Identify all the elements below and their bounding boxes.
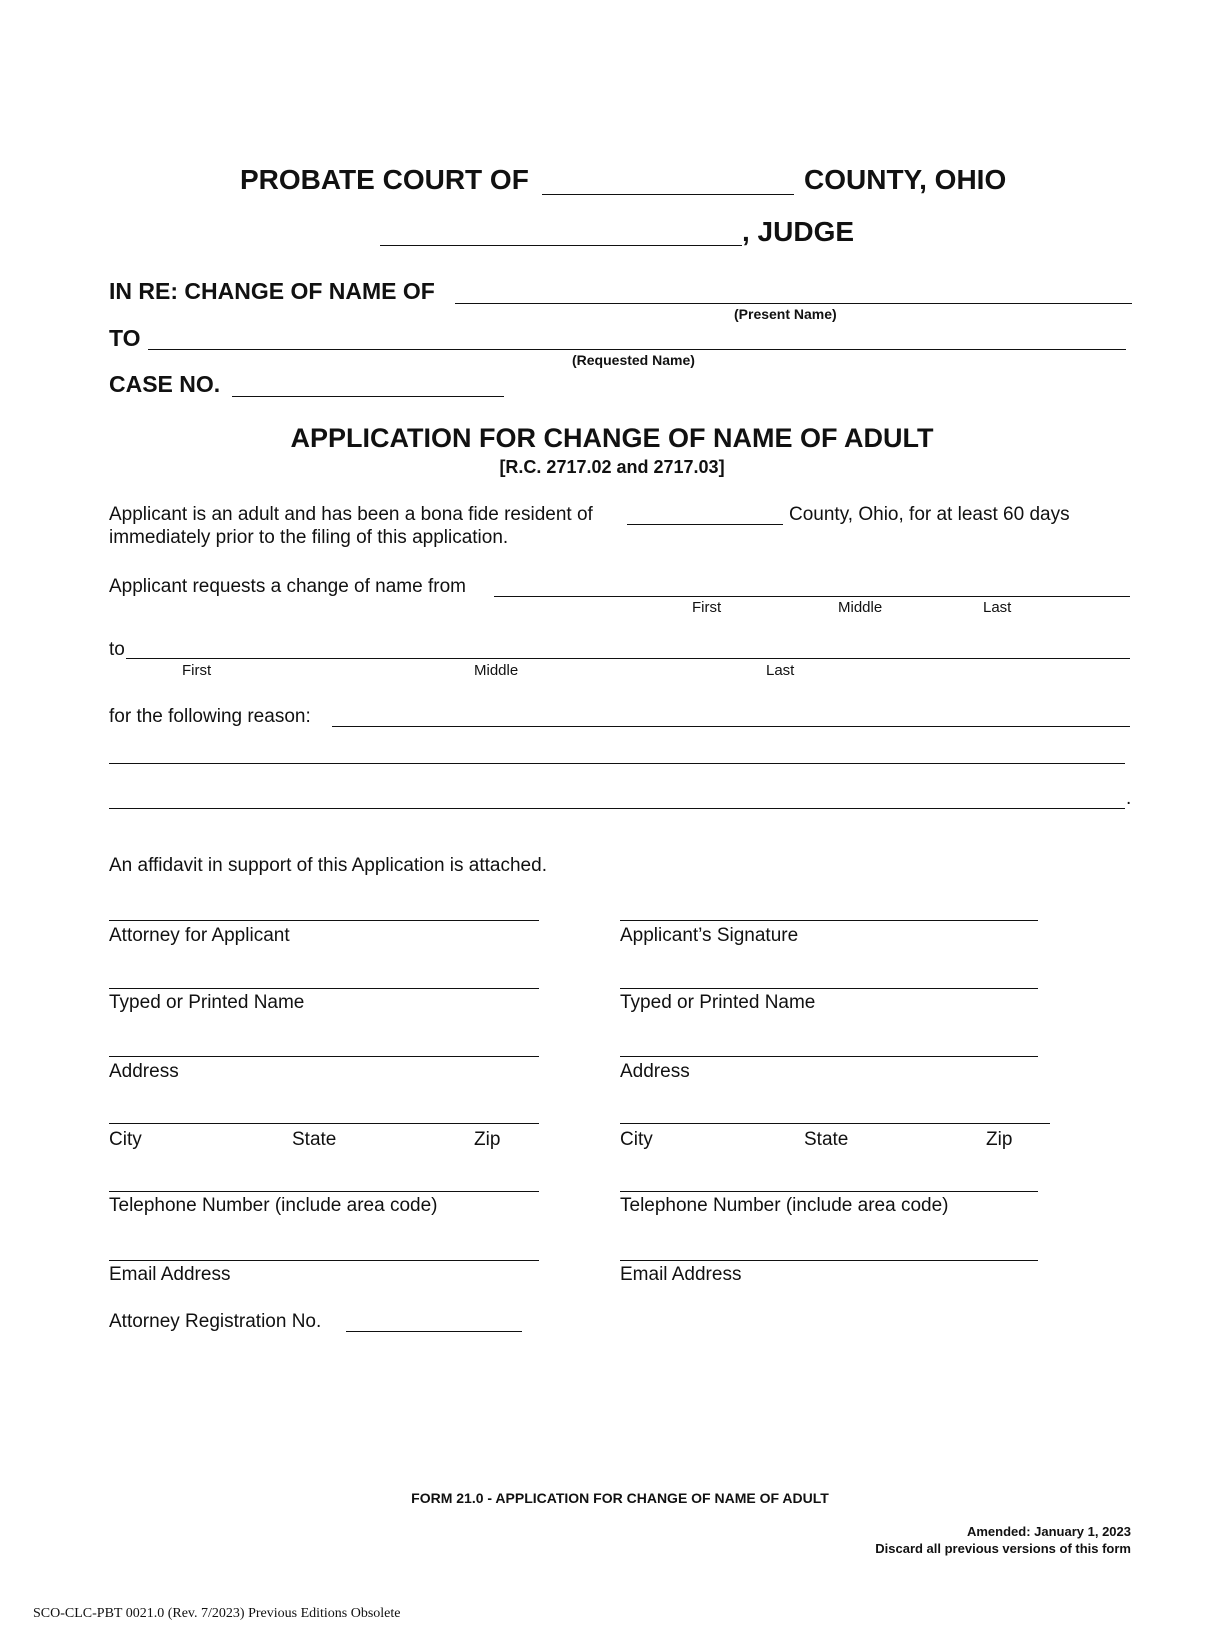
from-first-label: First [692, 599, 722, 616]
applicant-zip-label: Zip [986, 1129, 1013, 1150]
change-from-label: Applicant requests a change of name from [109, 576, 466, 597]
requested-name-blank[interactable] [148, 349, 1126, 350]
reason-line-1[interactable] [332, 726, 1130, 727]
attorney-state-label: State [292, 1129, 337, 1150]
footer-amended: Amended: January 1, 2023 [966, 1524, 1131, 1539]
footer-form-code: SCO-CLC-PBT 0021.0 (Rev. 7/2023) Previous Editions Obsolete [33, 1606, 401, 1621]
present-name-line[interactable] [494, 596, 1130, 597]
applicant-email-line[interactable] [620, 1260, 1038, 1261]
judge-suffix: , JUDGE [742, 216, 855, 247]
attorney-city-line[interactable] [109, 1123, 539, 1124]
applicant-signature-line[interactable] [620, 920, 1038, 921]
applicant-signature-label: Applicant’s Signature [620, 925, 799, 946]
to-name-label: to [109, 639, 125, 660]
form-title: APPLICATION FOR CHANGE OF NAME OF ADULT [290, 423, 934, 453]
requested-name-line[interactable] [126, 658, 1130, 659]
from-last-label: Last [983, 599, 1012, 616]
applicant-city-label: City [620, 1129, 653, 1150]
applicant-printed-name-line[interactable] [620, 988, 1038, 989]
reason-line-2[interactable] [109, 763, 1125, 764]
court-prefix: PROBATE COURT OF [240, 164, 529, 195]
applicant-state-label: State [804, 1129, 849, 1150]
judge-name-blank[interactable] [380, 245, 742, 246]
attorney-telephone-line[interactable] [109, 1191, 539, 1192]
footer-form-title: FORM 21.0 - APPLICATION FOR CHANGE OF NAME OF ADULT [411, 1490, 829, 1506]
to-label: TO [109, 325, 141, 351]
residence-text-2: County, Ohio, for at least 60 days [789, 504, 1070, 525]
reason-line-3[interactable] [109, 808, 1125, 809]
case-no-label: CASE NO. [109, 371, 221, 397]
attorney-email-label: Email Address [109, 1264, 231, 1285]
from-middle-label: Middle [838, 599, 883, 616]
applicant-telephone-label: Telephone Number (include area code) [620, 1195, 949, 1216]
applicant-printed-name-label: Typed or Printed Name [620, 992, 816, 1013]
attorney-registration-label: Attorney Registration No. [109, 1311, 322, 1332]
to-last-label: Last [766, 662, 795, 679]
requested-name-note: (Requested Name) [572, 352, 695, 368]
attorney-zip-label: Zip [474, 1129, 501, 1150]
attorney-telephone-label: Telephone Number (include area code) [109, 1195, 438, 1216]
attorney-city-label: City [109, 1129, 142, 1150]
present-name-note: (Present Name) [734, 306, 837, 322]
residence-text-3: immediately prior to the filing of this application. [109, 527, 509, 548]
applicant-address-label: Address [620, 1061, 690, 1082]
attorney-printed-name-label: Typed or Printed Name [109, 992, 305, 1013]
court-suffix: COUNTY, OHIO [804, 164, 1007, 195]
to-middle-label: Middle [474, 662, 519, 679]
in-re-label: IN RE: CHANGE OF NAME OF [109, 278, 435, 304]
attorney-registration-blank[interactable] [346, 1331, 522, 1332]
affidavit-text: An affidavit in support of this Application is attached. [109, 855, 547, 876]
footer-discard: Discard all previous versions of this form [875, 1541, 1131, 1556]
county-blank[interactable] [542, 194, 794, 195]
attorney-address-line[interactable] [109, 1056, 539, 1057]
case-no-blank[interactable] [232, 396, 504, 397]
applicant-email-label: Email Address [620, 1264, 742, 1285]
residence-text-1: Applicant is an adult and has been a bona fide resident of [109, 504, 593, 525]
residence-county-blank[interactable] [627, 524, 783, 525]
statute-ref: [R.C. 2717.02 and 2717.03] [499, 457, 725, 477]
attorney-email-line[interactable] [109, 1260, 539, 1261]
reason-period: . [1126, 788, 1132, 809]
applicant-city-line[interactable] [620, 1123, 1050, 1124]
attorney-label: Attorney for Applicant [109, 925, 290, 946]
reason-label: for the following reason: [109, 706, 311, 727]
present-name-blank[interactable] [455, 303, 1132, 304]
attorney-signature-line[interactable] [109, 920, 539, 921]
attorney-printed-name-line[interactable] [109, 988, 539, 989]
attorney-address-label: Address [109, 1061, 179, 1082]
to-first-label: First [182, 662, 212, 679]
applicant-telephone-line[interactable] [620, 1191, 1038, 1192]
applicant-address-line[interactable] [620, 1056, 1038, 1057]
